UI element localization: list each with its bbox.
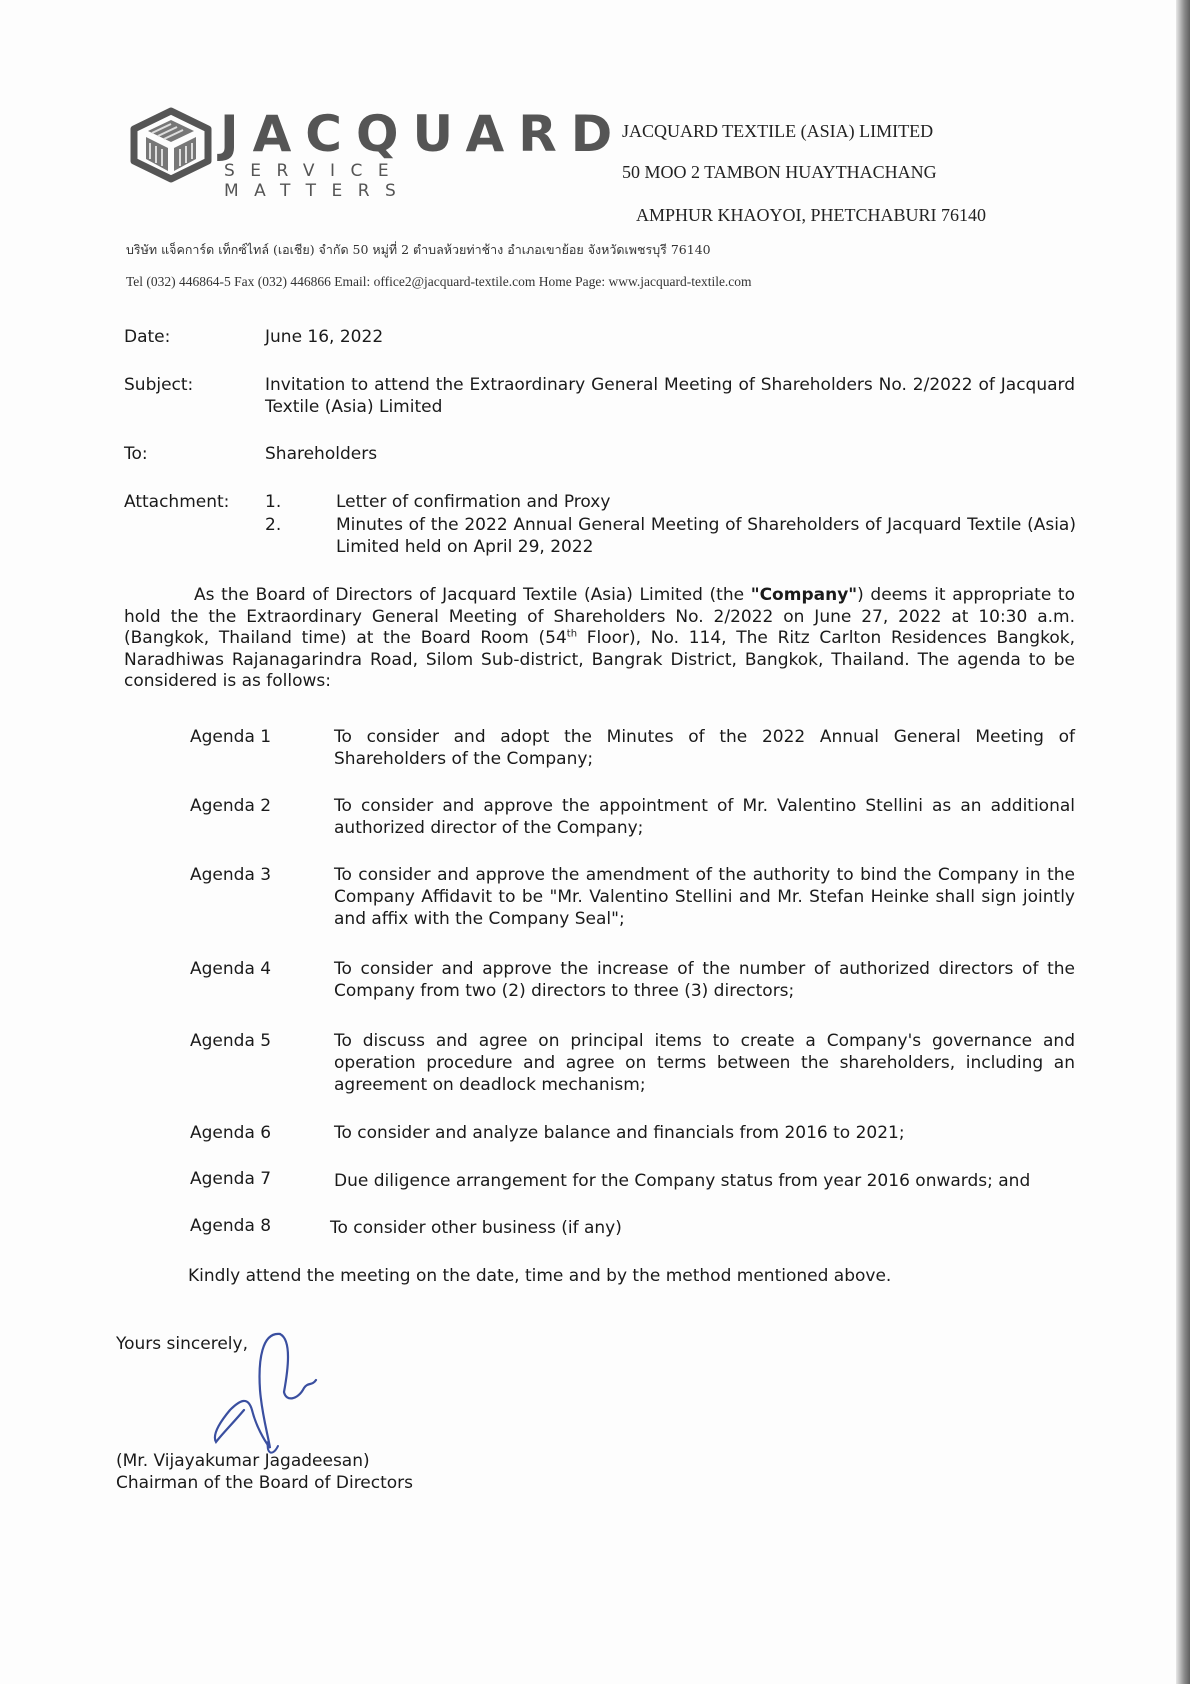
agenda-label: Agenda 7 (190, 1169, 272, 1189)
subject-value: Invitation to attend the Extraordinary General Meeting of Shareholders No. 2/2022 of Jacquard Textile (Asia) Limited (265, 375, 1075, 417)
agenda-label: Agenda 1 (190, 727, 272, 747)
jacquard-logo-icon (128, 107, 214, 183)
agenda-text: To consider and analyze balance and financials from 2016 to 2021; (334, 1123, 905, 1143)
agenda-text: To consider and approve the increase of the number of authorized directors of the Company from two (2) directors to three (3) directors; (334, 959, 1075, 1001)
company-defined-term: "Company" (750, 585, 858, 605)
agenda-label: Agenda 3 (190, 865, 272, 885)
attachment-item: Letter of confirmation and Proxy (336, 492, 611, 512)
subject-label: Subject: (124, 375, 194, 395)
agenda-text: To consider other business (if any) (330, 1218, 622, 1238)
intro-text: ) deems it appropriate to hold the the Extraordinary General Meeting of Shareholders No. 2/2022 on June 27, 2022 at 10:30 a.m. (Bangkok, Thailand time) at the Board Room (54 (124, 585, 1075, 648)
company-name: JACQUARD TEXTILE (ASIA) LIMITED (622, 121, 934, 141)
agenda-label: Agenda 2 (190, 796, 272, 816)
agenda-text: Due diligence arrangement for the Company status from year 2016 onwards; and (334, 1171, 1031, 1191)
agenda-text: To consider and approve the amendment of the authority to bind the Company in the Company Affidavit to be "Mr. Valentino Stellini and Mr. Stefan Heinke shall sign jointly and affix with the Company Seal"; (334, 865, 1075, 929)
contact-line: Tel (032) 446864-5 Fax (032) 446866 Email: office2@jacquard-textile.com Home Page: www.jacquard-textile.com (126, 274, 752, 289)
agenda-label: Agenda 6 (190, 1123, 272, 1143)
yours-sincerely: Yours sincerely, (116, 1334, 248, 1354)
company-address-line2: AMPHUR KHAOYOI, PHETCHABURI 76140 (636, 205, 987, 225)
ordinal-suffix: th (566, 628, 578, 640)
agenda-text: To discuss and agree on principal items to create a Company's governance and operation procedure and agree on terms between the shareholders, including an agreement on deadlock mechanism; (334, 1031, 1075, 1095)
to-value: Shareholders (265, 444, 378, 464)
agenda-label: Agenda 8 (190, 1216, 272, 1236)
logo-tagline: SERVICE MATTERS (224, 161, 412, 201)
agenda-label: Agenda 4 (190, 959, 272, 979)
attachment-item: Minutes of the 2022 Annual General Meeting of Shareholders of Jacquard Textile (Asia) Limited held on April 29, 2022 (336, 515, 1076, 557)
agenda-text: To consider and approve the appointment of Mr. Valentino Stellini as an additional authorized director of the Company; (334, 796, 1075, 838)
thai-address: บริษัท แจ็คการ์ด เท็กซ์ไทล์ (เอเชีย) จำกัด 50 หมู่ที่ 2 ตำบลห้วยท่าช้าง อำเภอเขาย้อย จังหวัดเพชรบุรี 76140 (126, 242, 711, 257)
signatory-name: (Mr. Vijayakumar Jagadeesan) (116, 1451, 370, 1471)
company-logo (128, 105, 627, 201)
attachment-label: Attachment: (124, 492, 230, 512)
attachment-number: 2. (265, 515, 282, 535)
page-edge-shadow (1176, 0, 1190, 1684)
closing-sentence: Kindly attend the meeting on the date, time and by the method mentioned above. (188, 1266, 892, 1286)
date-value: June 16, 2022 (265, 327, 384, 347)
intro-text: As the Board of Directors of Jacquard Textile (Asia) Limited (the (194, 585, 751, 605)
company-address-line1: 50 MOO 2 TAMBON HUAYTHACHANG (622, 162, 937, 182)
agenda-text: To consider and adopt the Minutes of the 2022 Annual General Meeting of Shareholders of the Company; (334, 727, 1075, 769)
handwritten-signature (200, 1330, 340, 1460)
logo-wordmark: JACQUARD (220, 105, 627, 163)
intro-text: Floor), No. 114, The Ritz Carlton Residences Bangkok, Naradhiwas Rajanagarindra Road, Silom Sub-district, Bangrak District, Bangkok, Thailand. The agenda to be considered is as follows: (124, 628, 1075, 691)
date-label: Date: (124, 327, 171, 347)
attachment-number: 1. (265, 492, 282, 512)
signatory-title: Chairman of the Board of Directors (116, 1473, 414, 1493)
to-label: To: (124, 444, 148, 464)
agenda-label: Agenda 5 (190, 1031, 272, 1051)
intro-paragraph (124, 585, 1075, 693)
